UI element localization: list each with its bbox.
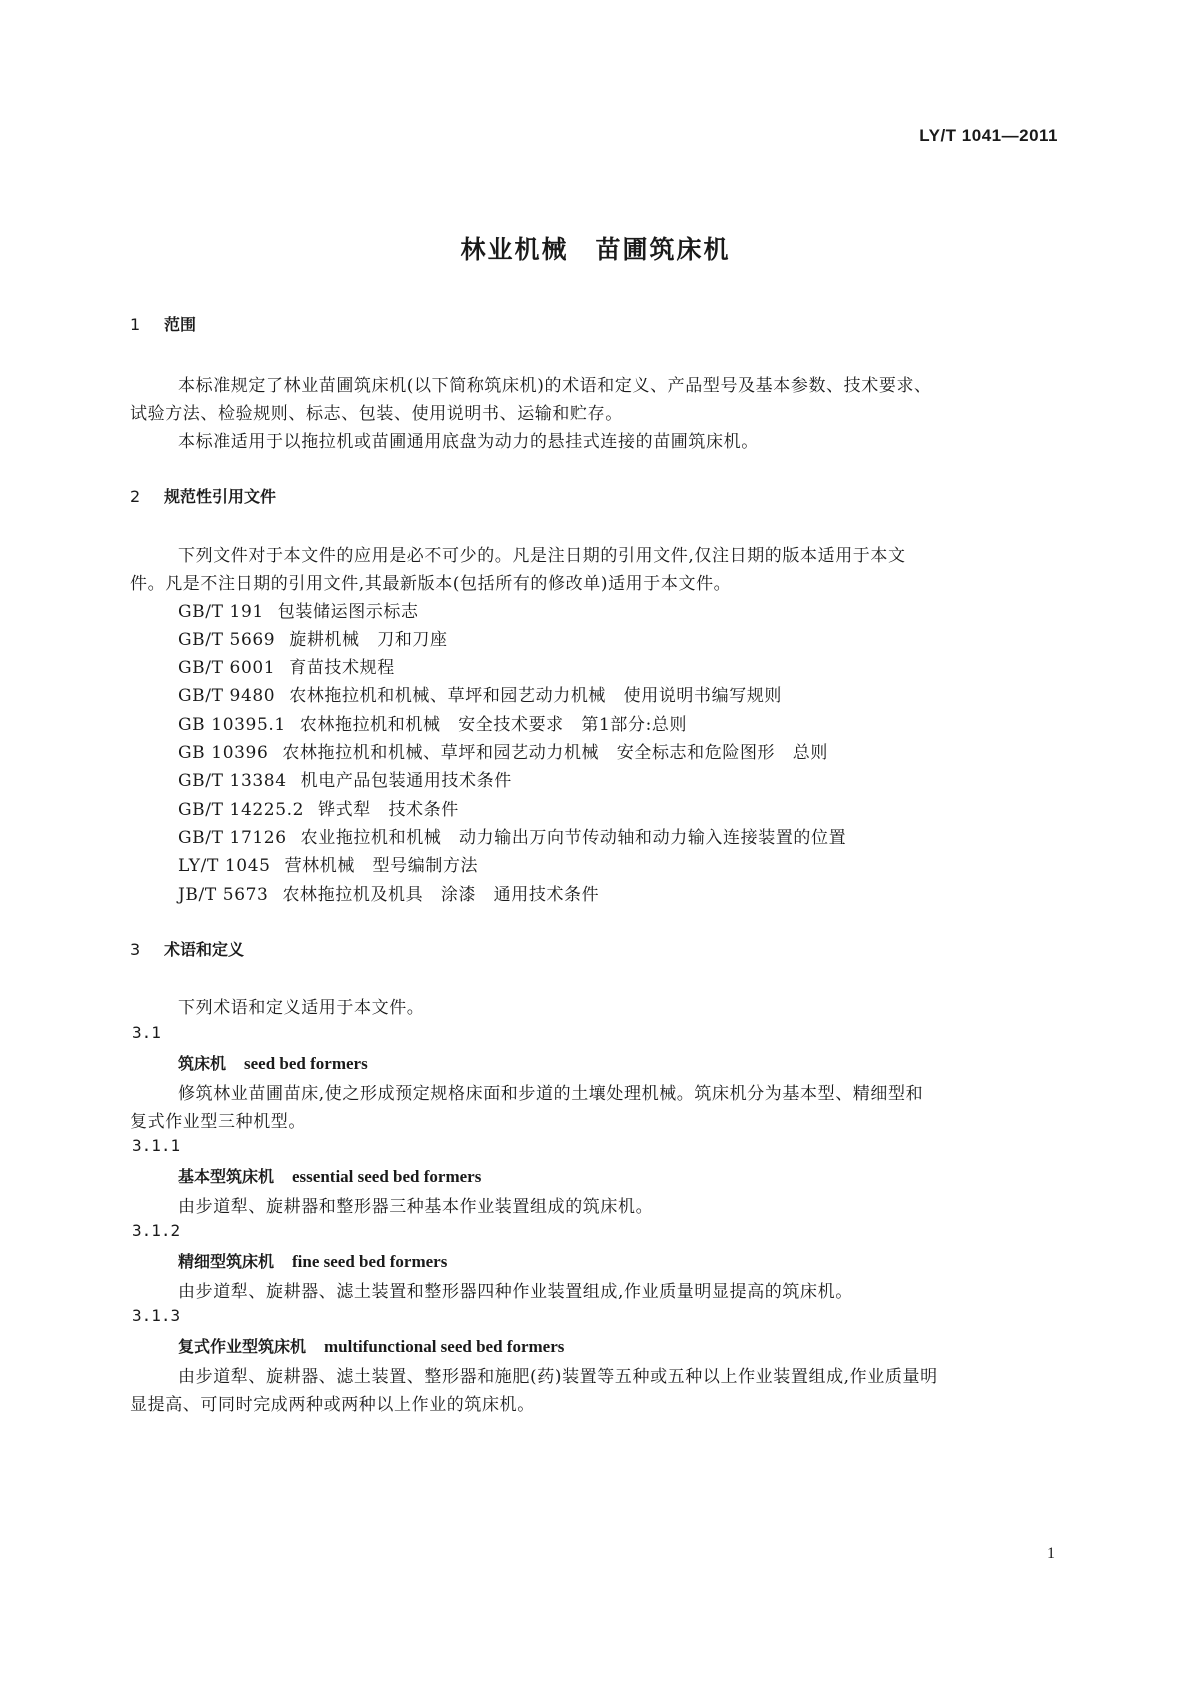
section-number: 1: [130, 315, 141, 334]
reference-title: 旋耕机械 刀和刀座: [289, 630, 448, 650]
reference-item: [178, 851, 478, 876]
reference-title: 农林拖拉机和机械、草坪和园艺动力机械 使用说明书编写规则: [289, 686, 783, 706]
reference-item: [178, 681, 782, 706]
section-number: 2: [130, 487, 141, 506]
term-chinese: 复式作业型筑床机: [178, 1337, 307, 1356]
term-english: essential seed bed formers: [292, 1167, 482, 1186]
reference-title: 包装储运图示标志: [277, 602, 419, 622]
section-3-heading: [130, 937, 244, 960]
section-2-heading: [130, 484, 276, 507]
clause-number: 3.1.1: [132, 1136, 181, 1155]
reference-item: [178, 710, 687, 735]
reference-code: GB/T 17126: [178, 828, 287, 848]
clause-number: 3.1.3: [132, 1306, 181, 1325]
reference-code: GB/T 191: [178, 602, 264, 622]
section-number: 3: [130, 940, 141, 959]
reference-title: 农林拖拉机及机具 涂漆 通用技术条件: [282, 885, 600, 905]
reference-title: 农林拖拉机和机械 安全技术要求 第1部分:总则: [299, 715, 688, 735]
reference-code: GB/T 6001: [178, 658, 276, 678]
term-english: seed bed formers: [244, 1054, 368, 1073]
document-title: 林业机械 苗圃筑床机: [460, 235, 731, 264]
reference-code: LY/T 1045: [178, 856, 271, 876]
term-heading: [178, 1051, 368, 1074]
term-english: multifunctional seed bed formers: [324, 1337, 565, 1356]
section-title: 术语和定义: [164, 940, 245, 959]
s2-intro-line-1: 下列文件对于本文件的应用是必不可少的。凡是注日期的引用文件,仅注日期的版本适用于本文: [178, 546, 906, 566]
s1-paragraph-2: 本标准适用于以拖拉机或苗圃通用底盘为动力的悬挂式连接的苗圃筑床机。: [178, 432, 759, 452]
reference-item: [178, 653, 395, 678]
reference-item: [178, 597, 419, 622]
term-definition-line-2: 显提高、可同时完成两种或两种以上作业的筑床机。: [130, 1395, 535, 1415]
term-heading: [178, 1249, 447, 1272]
reference-title: 机电产品包装通用技术条件: [300, 771, 512, 791]
term-heading: [178, 1334, 564, 1357]
reference-item: [178, 823, 846, 848]
reference-item: [178, 880, 599, 905]
reference-code: GB/T 13384: [178, 771, 287, 791]
reference-item: [178, 625, 448, 650]
clause-number: 3.1: [132, 1023, 161, 1042]
reference-code: GB/T 9480: [178, 686, 276, 706]
section-1-heading: [130, 312, 196, 335]
term-definition-line-2: 复式作业型三种机型。: [130, 1112, 306, 1132]
reference-item: [178, 795, 459, 820]
term-definition-line-1: 修筑林业苗圃苗床,使之形成预定规格床面和步道的土壤处理机械。筑床机分为基本型、精细型和: [178, 1084, 924, 1104]
term-chinese: 精细型筑床机: [178, 1252, 275, 1271]
term-definition-line-1: 由步道犁、旋耕器和整形器三种基本作业装置组成的筑床机。: [178, 1197, 654, 1217]
reference-code: JB/T 5673: [178, 885, 269, 905]
reference-title: 农林拖拉机和机械、草坪和园艺动力机械 安全标志和危险图形 总则: [282, 743, 828, 763]
section-title: 范围: [164, 315, 197, 334]
s1-paragraph-1-line-1: 本标准规定了林业苗圃筑床机(以下简称筑床机)的术语和定义、产品型号及基本参数、技术要求、: [178, 376, 932, 396]
term-definition-line-1: 由步道犁、旋耕器、滤土装置、整形器和施肥(药)装置等五种或五种以上作业装置组成,作业质量明: [178, 1367, 938, 1387]
reference-code: GB 10395.1: [178, 715, 286, 735]
term-english: fine seed bed formers: [292, 1252, 448, 1271]
section-title: 规范性引用文件: [164, 487, 277, 506]
reference-code: GB/T 5669: [178, 630, 276, 650]
reference-title: 育苗技术规程: [289, 658, 395, 678]
reference-code: GB 10396: [178, 743, 269, 763]
reference-item: [178, 738, 828, 763]
term-chinese: 筑床机: [178, 1054, 227, 1073]
reference-title: 农业拖拉机和机械 动力输出万向节传动轴和动力输入连接装置的位置: [300, 828, 847, 848]
page-number: 1: [1047, 1545, 1055, 1562]
reference-title: 营林机械 型号编制方法: [284, 856, 479, 876]
s2-intro-line-2: 件。凡是不注日期的引用文件,其最新版本(包括所有的修改单)适用于本文件。: [130, 574, 732, 594]
term-chinese: 基本型筑床机: [178, 1167, 275, 1186]
s1-paragraph-1-line-2: 试验方法、检验规则、标志、包装、使用说明书、运输和贮存。: [130, 404, 623, 424]
clause-number: 3.1.2: [132, 1221, 181, 1240]
reference-item: [178, 766, 512, 791]
reference-title: 铧式犁 技术条件: [318, 800, 459, 820]
standard-code: LY/T 1041—2011: [919, 126, 1058, 145]
reference-code: GB/T 14225.2: [178, 800, 305, 820]
s3-intro: 下列术语和定义适用于本文件。: [178, 998, 425, 1018]
term-heading: [178, 1164, 481, 1187]
term-definition-line-1: 由步道犁、旋耕器、滤土装置和整形器四种作业装置组成,作业质量明显提高的筑床机。: [178, 1282, 853, 1302]
